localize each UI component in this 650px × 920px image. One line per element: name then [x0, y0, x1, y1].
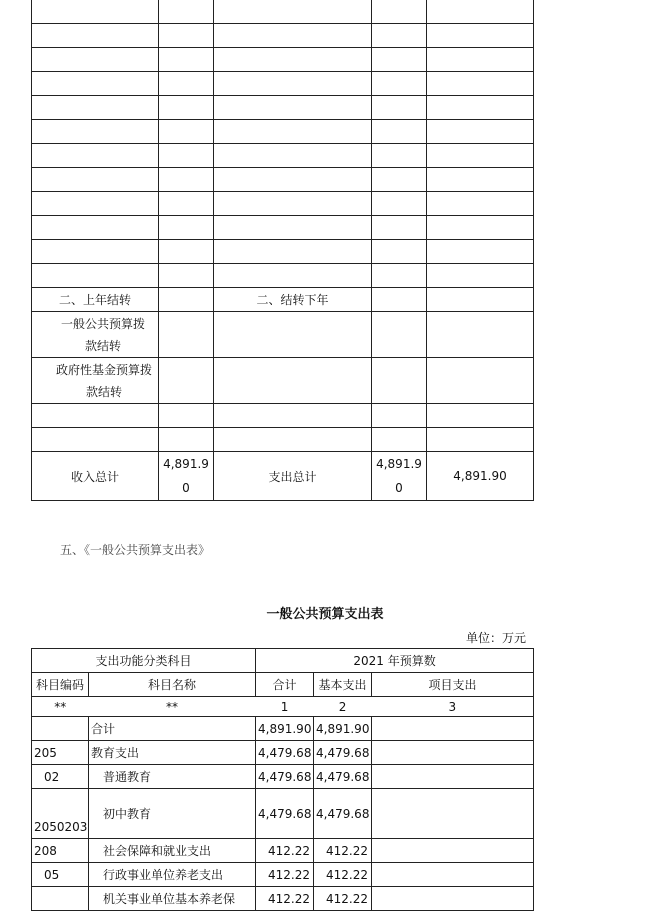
table-row [32, 48, 534, 72]
row-code [32, 717, 89, 741]
row-total: 4,479.68 [256, 741, 314, 765]
table-header-row [32, 673, 534, 697]
table-row [32, 192, 534, 216]
index-2: 2 [314, 697, 372, 717]
col-basic: 基本支出 [314, 673, 372, 697]
row-project [372, 717, 534, 741]
row-project [372, 789, 534, 839]
table-row [32, 863, 534, 887]
row-basic: 4,479.68 [314, 741, 372, 765]
table-row [32, 288, 534, 312]
table-row [32, 72, 534, 96]
table-row [32, 240, 534, 264]
income-expense-table [31, 0, 534, 501]
table-row [32, 312, 534, 358]
row-name: 行政事业单位养老支出 [89, 863, 256, 887]
table-row [32, 741, 534, 765]
table-row [32, 216, 534, 240]
income-total-label: 收入总计 [32, 452, 159, 501]
row-name: 教育支出 [89, 741, 256, 765]
row-total: 4,479.68 [256, 789, 314, 839]
row-code [32, 887, 89, 911]
header-budget-year: 2021 年预算数 [256, 649, 534, 673]
table-row [32, 404, 534, 428]
row-name: 初中教育 [89, 789, 256, 839]
row-project [372, 741, 534, 765]
unit-label: 单位：万元 [466, 631, 527, 645]
table-row [32, 839, 534, 863]
row-project [372, 887, 534, 911]
row-project [372, 765, 534, 789]
row-total: 412.22 [256, 839, 314, 863]
row-name: 普通教育 [89, 765, 256, 789]
table-row [32, 789, 534, 839]
table-row [32, 717, 534, 741]
row-code: 05 [32, 863, 89, 887]
row-basic: 412.22 [314, 863, 372, 887]
row-name: 社会保障和就业支出 [89, 839, 256, 863]
table-row [32, 96, 534, 120]
expense-total-label: 支出总计 [214, 452, 372, 501]
index-3: 3 [372, 697, 534, 717]
table-row [32, 120, 534, 144]
table-row [32, 24, 534, 48]
income-total-value: 4,891.90 [159, 452, 214, 501]
row-name: 机关事业单位基本养老保 [89, 887, 256, 911]
expense-total-value: 4,891.90 [372, 452, 427, 501]
row-code: 02 [32, 765, 89, 789]
row-total: 4,479.68 [256, 765, 314, 789]
carry-out-label: 二、结转下年 [214, 288, 372, 312]
marker-code: ** [32, 697, 89, 717]
col-project: 项目支出 [372, 673, 534, 697]
row-basic: 4,891.90 [314, 717, 372, 741]
fund-budget-carry: 政府性基金预算拨款结转 [32, 358, 159, 404]
row-basic: 412.22 [314, 839, 372, 863]
general-budget-carry: 一般公共预算拨款结转 [32, 312, 159, 358]
table-row [32, 765, 534, 789]
table-row [32, 428, 534, 452]
table-row [32, 358, 534, 404]
table-row [32, 452, 534, 501]
col-total: 合计 [256, 673, 314, 697]
section-note: 五、《一般公共预算支出表》 [60, 543, 211, 557]
row-total: 412.22 [256, 863, 314, 887]
row-basic: 4,479.68 [314, 789, 372, 839]
table-header-row [32, 649, 534, 673]
row-project [372, 863, 534, 887]
table-row [32, 887, 534, 911]
col-code: 科目编码 [32, 673, 89, 697]
header-function-category: 支出功能分类科目 [32, 649, 256, 673]
col-name: 科目名称 [89, 673, 256, 697]
budget-expense-table [31, 648, 534, 911]
table-index-row [32, 697, 534, 717]
row-name: 合计 [89, 717, 256, 741]
index-1: 1 [256, 697, 314, 717]
table-row [32, 144, 534, 168]
row-code: 205 [32, 741, 89, 765]
row-basic: 4,479.68 [314, 765, 372, 789]
table-row [32, 264, 534, 288]
page-title: 一般公共预算支出表 [266, 607, 384, 622]
row-code: 2050203 [32, 789, 89, 839]
row-total: 4,891.90 [256, 717, 314, 741]
row-project [372, 839, 534, 863]
carry-in-label: 二、上年结转 [32, 288, 159, 312]
marker-name: ** [89, 697, 256, 717]
row-code: 208 [32, 839, 89, 863]
row-total: 412.22 [256, 887, 314, 911]
table-row [32, 168, 534, 192]
expense-total-value2: 4,891.90 [427, 452, 534, 501]
row-basic: 412.22 [314, 887, 372, 911]
table-row [32, 0, 534, 24]
